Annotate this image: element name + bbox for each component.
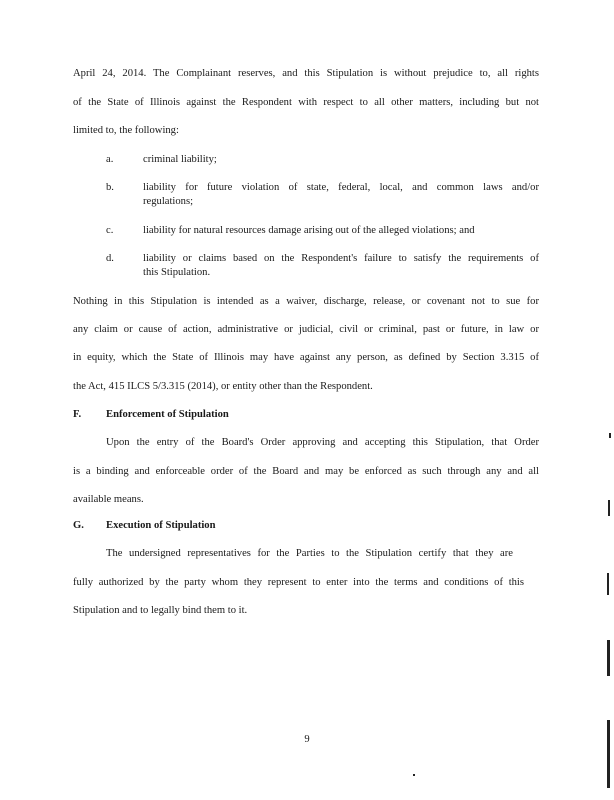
body-text-line: Stipulation and to legally bind them to it. xyxy=(73,605,248,616)
section-g-letter: G. xyxy=(73,520,84,531)
body-text-line: available means. xyxy=(73,494,144,505)
body-text-line: the Act, 415 ILCS 5/3.315 (2014), or entity other than the Respondent. xyxy=(73,381,373,392)
list-item-text: regulations; xyxy=(143,196,194,207)
list-item-text: criminal liability; xyxy=(143,154,217,165)
scan-artifact xyxy=(609,433,611,438)
body-text-line: The undersigned representatives for the Parties to the Stipulation certify that they are xyxy=(106,548,513,559)
body-text-line: any claim or cause of action, administrative or judicial, civil or criminal, past or future, in law or xyxy=(73,324,539,335)
scan-artifact xyxy=(607,640,610,676)
body-text-line: Upon the entry of the Board's Order approving and accepting this Stipulation, that Order xyxy=(106,437,539,448)
list-item-text: this Stipulation. xyxy=(143,267,211,278)
body-text-line: Nothing in this Stipulation is intended as a waiver, discharge, release, or covenant not to sue for xyxy=(73,296,539,307)
list-item-text: liability or claims based on the Respondent's failure to satisfy the requirements of xyxy=(143,253,539,264)
list-item-label: a. xyxy=(106,154,114,165)
body-text-line: of the State of Illinois against the Respondent with respect to all other matters, including but not xyxy=(73,97,539,108)
scan-artifact xyxy=(607,573,609,595)
list-item-label: d. xyxy=(106,253,114,264)
scan-artifact xyxy=(413,774,415,776)
body-text-line: fully authorized by the party whom they represent to enter into the terms and conditions of this xyxy=(73,577,524,588)
list-item-label: b. xyxy=(106,182,114,193)
section-f-heading: Enforcement of Stipulation xyxy=(106,409,229,420)
section-f-letter: F. xyxy=(73,409,82,420)
scan-artifact xyxy=(608,500,610,516)
body-text-line: April 24, 2014. The Complainant reserves, and this Stipulation is without prejudice to, all rights xyxy=(73,68,539,79)
list-item-label: c. xyxy=(106,225,114,236)
body-text-line: in equity, which the State of Illinois may have against any person, as defined by Section 3.315 of xyxy=(73,352,539,363)
page-number: 9 xyxy=(304,734,310,745)
list-item-text: liability for future violation of state, federal, local, and common laws and/or xyxy=(143,182,539,193)
body-text-line: limited to, the following: xyxy=(73,125,179,136)
section-g-heading: Execution of Stipulation xyxy=(106,520,216,531)
list-item-text: liability for natural resources damage arising out of the alleged violations; and xyxy=(143,225,475,236)
scan-artifact xyxy=(607,720,610,788)
body-text-line: is a binding and enforceable order of the Board and may be enforced as such through any and all xyxy=(73,466,539,477)
